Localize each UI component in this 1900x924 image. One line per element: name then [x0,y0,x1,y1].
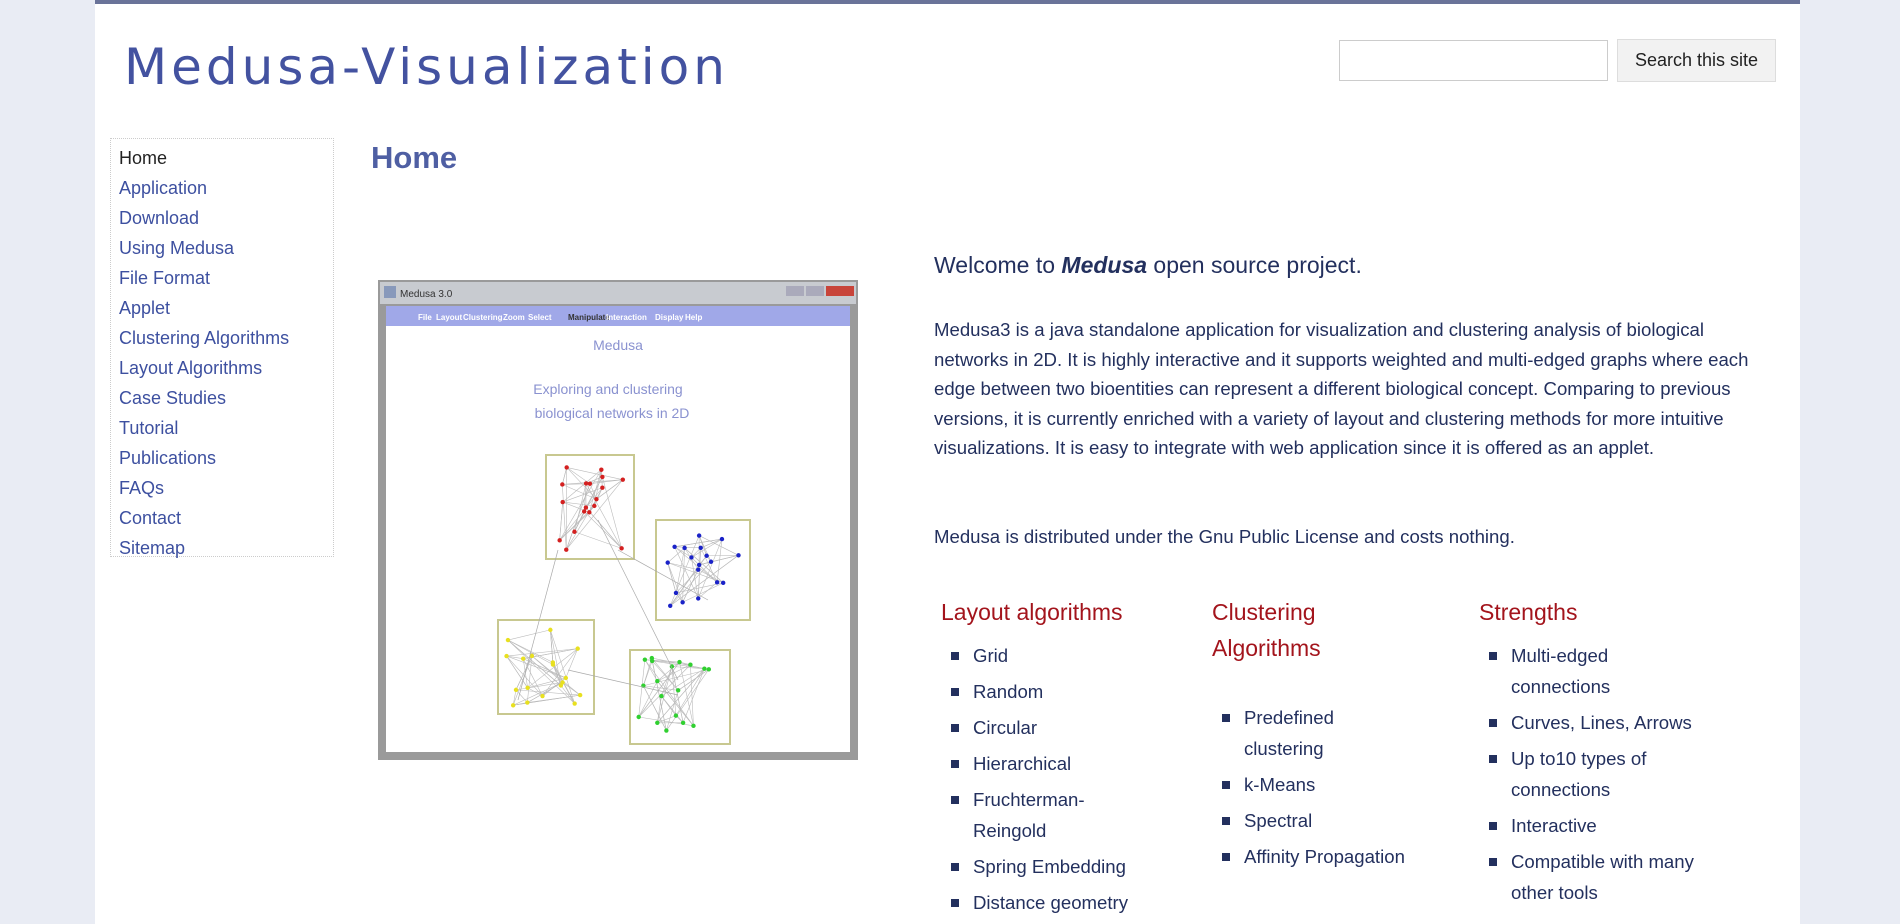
app-menu-item: Display [655,313,684,322]
search-input[interactable] [1339,40,1608,81]
clustering-algorithms-column [1212,594,1405,877]
sidebar-item-sitemap[interactable]: Sitemap [119,538,186,558]
graph-node [572,530,576,534]
sidebar-item-applet[interactable]: Applet [119,298,171,318]
window-title: Medusa 3.0 [400,289,453,300]
sidebar-item-layout-algorithms[interactable]: Layout Algorithms [119,358,263,378]
graph-node [666,560,670,564]
layout-algorithms-column [941,594,1181,923]
sidebar-nav [110,138,334,557]
list-item: Predefined clustering [1212,702,1352,764]
strengths-column [1479,594,1719,913]
graph-node [680,600,684,604]
column-title: Strengths [1479,599,1578,625]
graph-node [655,721,659,725]
list-item: Up to10 types of connections [1479,743,1669,805]
graph-node [584,481,588,485]
graph-node [720,537,724,541]
welcome-post: open source project. [1147,252,1362,278]
app-menu-item: Layout [436,313,463,322]
list-item: Circular [941,712,1181,743]
sidebar-item-download[interactable]: Download [119,208,200,228]
list-item: Grid [941,640,1181,671]
search-button[interactable]: Search this site [1617,39,1776,82]
graph-node [672,545,676,549]
list-item: Random [941,676,1181,707]
list-item: Spectral [1212,805,1472,836]
graph-node [709,560,713,564]
graph-node [688,663,692,667]
graph-node [637,715,641,719]
graph-node [582,509,586,513]
graph-node [707,667,711,671]
sidebar-item-using-medusa[interactable]: Using Medusa [119,238,235,258]
list-item: Fruchterman-Reingold [941,784,1091,846]
sidebar-item-tutorial[interactable]: Tutorial [119,418,179,438]
graph-node [592,504,596,508]
graph-node [540,694,544,698]
sidebar-item-case-studies[interactable]: Case Studies [119,388,227,408]
column-title: Layout algorithms [941,599,1123,625]
graph-node [643,657,647,661]
graph-node [674,591,678,595]
graph-node [594,497,598,501]
medusa-app-screenshot [378,280,858,760]
graph-node [514,688,518,692]
list-item: Curves, Lines, Arrows [1479,707,1719,738]
maximize-icon [806,286,824,296]
graph-node [560,482,564,486]
page-title: Home [371,140,458,175]
graph-node [560,500,564,504]
app-title: Medusa [593,337,643,353]
app-menu-item: Help [685,313,703,322]
welcome-pre: Welcome to [934,252,1062,278]
list-item: k-Means [1212,769,1472,800]
graph-node [587,510,591,514]
graph-node [619,546,623,550]
app-menu-item: Manipulate [568,313,610,322]
graph-node [681,721,685,725]
list-item: Distance geometry [941,887,1181,918]
graph-node [668,604,672,608]
sidebar-item-faqs[interactable]: FAQs [119,478,165,498]
list-item: Affinity Propagation [1212,841,1472,872]
app-menu-item: File [418,313,432,322]
graph-node [677,660,681,664]
graph-node [600,475,604,479]
graph-node [599,468,603,472]
close-icon [826,286,854,296]
graph-node [721,581,725,585]
column-title: Clustering Algorithms [1212,599,1321,661]
graph-node [525,686,529,690]
graph-node [521,656,525,660]
graph-node [674,713,678,717]
list-item: Multi-edged connections [1479,640,1649,702]
graph-node [584,505,588,509]
welcome-heading [934,252,1362,279]
graph-node [564,548,568,552]
graph-node [691,724,695,728]
intro-paragraph: Medusa3 is a java standalone application for visualization and clustering analysis of biological networks in 2D. It is highly interactive and it supports weighted and multi-edged graphs where each edge between two bioentities can represent a different biological concept. Comparing to previous versions, it is currently enriched with a variety of layout and clustering methods for more intuitive visualizations. It is easy to integrate with web application since it is offered as an applet. [934,319,1749,458]
graph-node [704,554,708,558]
list-item: Compatible with many other tools [1479,846,1709,908]
graph-node [736,553,740,557]
welcome-medusa: Medusa [1061,252,1148,278]
graph-node [600,486,604,490]
list-item: Interactive [1479,810,1719,841]
graph-node [689,555,693,559]
app-subtitle-2: biological networks in 2D [534,405,690,421]
sidebar-item-file-format[interactable]: File Format [119,268,211,288]
graph-node [650,656,654,660]
graph-node [572,701,576,705]
app-subtitle-1: Exploring and clustering [533,381,683,397]
graph-node [557,538,561,542]
graph-node [588,481,592,485]
app-menu-item: Select [528,313,552,322]
graph-node [621,477,625,481]
app-menu-item: Clustering [463,313,503,322]
graph-node [697,563,701,567]
graph-node [525,700,529,704]
graph-node [511,703,515,707]
graph-node [696,567,700,571]
sidebar-item-clustering-algorithms[interactable]: Clustering Algorithms [119,328,290,348]
graph-node [504,654,508,658]
license-paragraph: Medusa is distributed under the Gnu Public License and costs nothing. [934,526,1515,547]
graph-node [564,465,568,469]
graph-node [548,628,552,632]
app-menu-item: Zoom [503,313,525,322]
graph-node [682,546,686,550]
graph-node [664,728,668,732]
page-container [95,0,1800,924]
graph-node [659,694,663,698]
app-icon [384,286,396,298]
graph-node [578,693,582,697]
graph-node [697,533,701,537]
graph-node [702,666,706,670]
site-title[interactable]: Medusa-Visualization [124,38,729,96]
list-item: Spring Embedding [941,851,1181,882]
sidebar-item-contact[interactable]: Contact [119,508,182,528]
minimize-icon [786,286,804,296]
list-item: Hierarchical [941,748,1181,779]
graph-node [506,638,510,642]
graph-node [655,679,659,683]
graph-node [564,676,568,680]
sidebar-item-publications[interactable]: Publications [119,448,217,468]
sidebar-item-application[interactable]: Application [119,178,208,198]
graph-node [715,580,719,584]
graph-node [699,546,703,550]
graph-node [676,688,680,692]
sidebar-item-home[interactable]: Home [119,148,168,168]
app-menu-item: Interaction [606,313,647,322]
graph-node [576,646,580,650]
graph-node [551,662,555,666]
graph-node [560,680,564,684]
graph-node [696,596,700,600]
